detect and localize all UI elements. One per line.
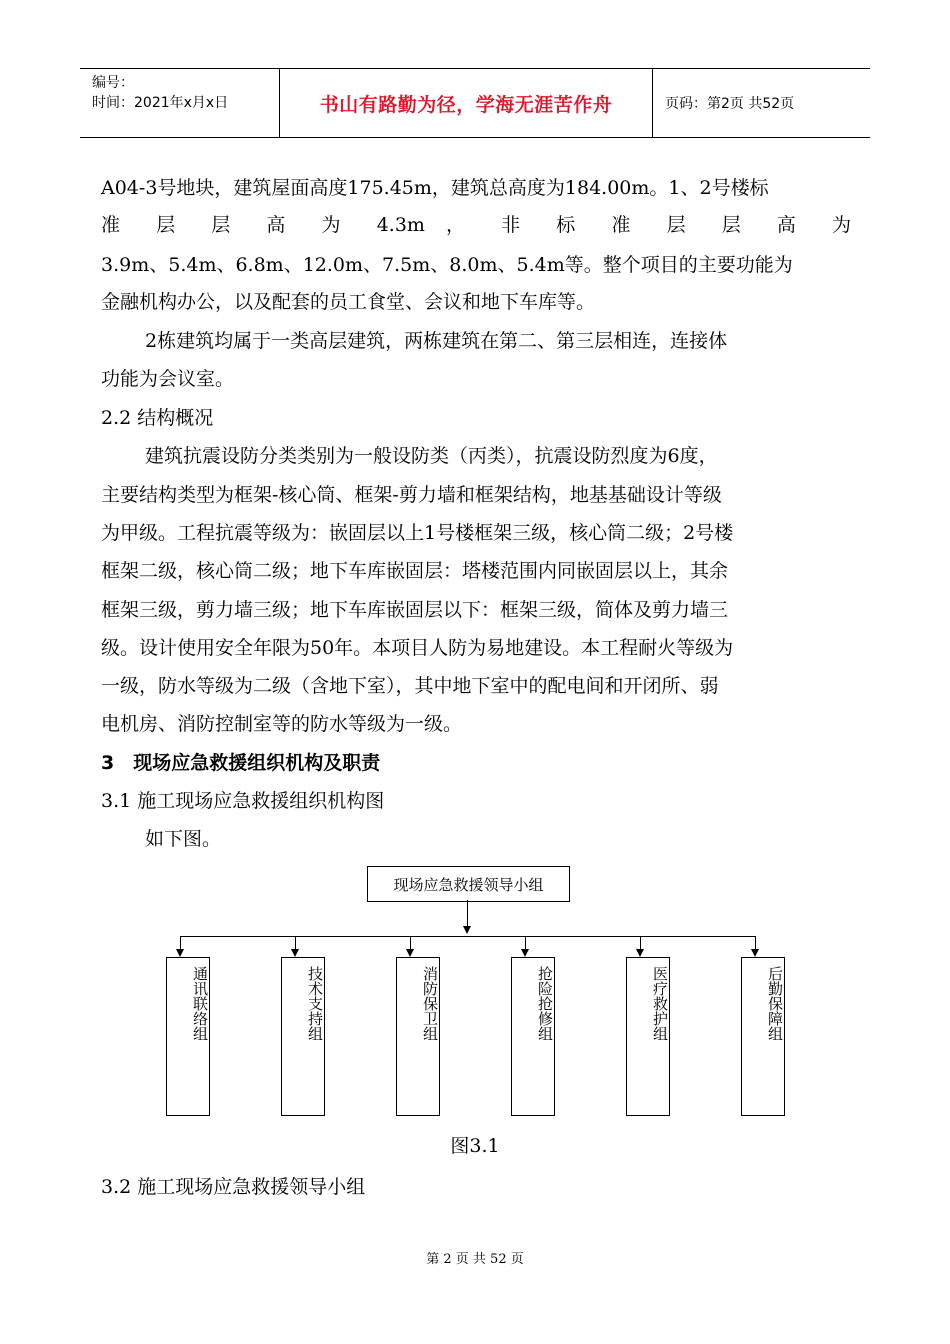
arrow-down-icon (521, 949, 529, 957)
org-group-box (511, 957, 555, 1116)
org-group-label: 消防保卫组 (421, 966, 439, 1041)
paragraph-line: 为甲级。工程抗震等级为：嵌固层以上1号楼框架三级，核心筒二级；2号楼 (101, 522, 734, 544)
org-group-label: 后勤保障组 (766, 966, 784, 1041)
paragraph-line: 一级，防水等级为二级（含地下室），其中地下室中的配电间和开闭所、弱 (101, 675, 719, 697)
connector-line (525, 936, 526, 949)
section-heading-3-1: 3.1 施工现场应急救援组织机构图 (101, 790, 385, 812)
arrow-down-icon (291, 949, 299, 957)
arrow-down-icon (636, 949, 644, 957)
paragraph-line: 框架三级，剪力墙三级；地下车库嵌固层以下：框架三级，简体及剪力墙三 (101, 599, 729, 621)
paragraph-line: 建筑抗震设防分类类别为一般设防类（丙类），抗震设防烈度为6度， (145, 445, 718, 467)
paragraph-line: 3.9m、5.4m、6.8m、12.0m、7.5m、8.0m、5.4m等。整个项目的主要功能为 (101, 254, 793, 276)
arrow-down-icon (406, 949, 414, 957)
section-heading-3: 3 现场应急救援组织机构及职责 (101, 752, 381, 774)
connector-line (410, 936, 411, 949)
header-meta (80, 69, 280, 137)
paragraph-line: 2栋建筑均属于一类高层建筑，两栋建筑在第二、第三层相连，连接体 (145, 330, 728, 352)
section-heading-3-2: 3.2 施工现场应急救援领导小组 (101, 1176, 366, 1198)
paragraph-line: 功能为会议室。 (101, 368, 235, 390)
paragraph-line: 主要结构类型为框架-核心筒、框架-剪力墙和框架结构，地基基础设计等级 (101, 484, 722, 506)
paragraph-line: 金融机构办公，以及配套的员工食堂、会议和地下车库等。 (101, 291, 596, 313)
paragraph-line: 准 层 层 高 为 4.3m ， 非 标 准 层 层 高 为 (101, 214, 851, 236)
arrow-down-icon (463, 926, 471, 934)
time-label: 时间：2021年x月x日 (92, 95, 229, 111)
paragraph-line: A04-3号地块，建筑屋面高度175.45m，建筑总高度为184.00m。1、2号楼标 (101, 177, 769, 199)
paragraph-line: 电机房、消防控制室等的防水等级为一级。 (101, 713, 463, 735)
header-motto-cell (280, 69, 653, 137)
org-group-label: 通讯联络组 (191, 966, 209, 1041)
connector-line (180, 936, 755, 937)
arrow-down-icon (176, 949, 184, 957)
header-page-info: 页码：第2页 共52页 (665, 96, 795, 112)
arrow-down-icon (751, 949, 759, 957)
page-footer: 第 2 页 共 52 页 (426, 1252, 524, 1267)
org-group-box (626, 957, 670, 1116)
connector-line (467, 900, 468, 926)
paragraph-line: 框架二级，核心筒二级；地下车库嵌固层：塔楼范围内同嵌固层以上，其余 (101, 560, 729, 582)
org-group-label: 抢险抢修组 (536, 966, 554, 1041)
page-header (80, 68, 870, 138)
number-label: 编号： (92, 75, 134, 91)
section-heading-2-2: 2.2 结构概况 (101, 407, 214, 429)
paragraph-line: 级。设计使用安全年限为50年。本项目人防为易地建设。本工程耐火等级为 (101, 637, 734, 659)
org-group-label: 医疗救护组 (651, 966, 669, 1041)
header-motto: 书山有路勤为径，学海无涯苦作舟 (319, 93, 613, 116)
connector-line (295, 936, 296, 949)
org-group-box (166, 957, 210, 1116)
connector-line (640, 936, 641, 949)
figure-caption: 图3.1 (450, 1135, 500, 1157)
org-group-box (396, 957, 440, 1116)
org-group-box (281, 957, 325, 1116)
connector-line (755, 936, 756, 949)
org-top-box: 现场应急救援领导小组 (367, 866, 570, 902)
connector-line (180, 936, 181, 949)
paragraph-line: 如下图。 (145, 828, 222, 850)
org-group-label: 技术支持组 (306, 966, 324, 1041)
org-group-box (741, 957, 785, 1116)
